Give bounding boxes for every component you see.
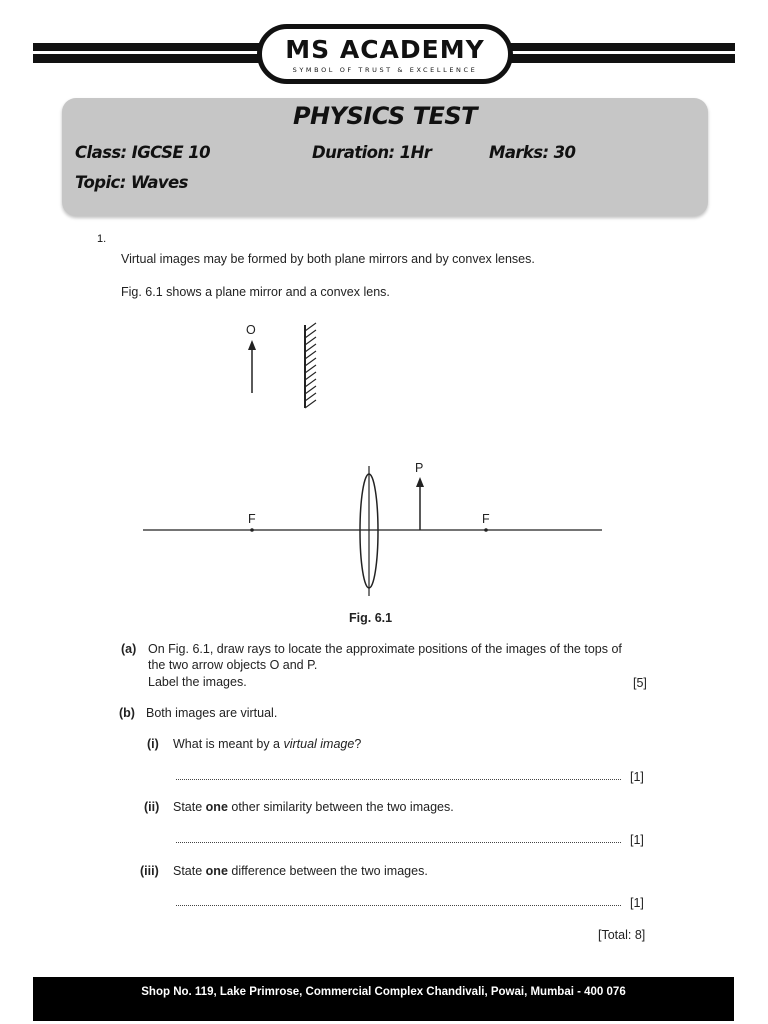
focal-point-left (250, 528, 254, 532)
label-o: O (246, 323, 256, 337)
part-b-i-text-2: ? (354, 737, 362, 751)
class-label: Class: IGCSE 10 (75, 143, 210, 162)
answer-line-iii[interactable] (176, 905, 621, 906)
part-b-ii-text-1: State (173, 800, 206, 814)
question-number: 1. (97, 233, 107, 245)
part-b-text: Both images are virtual. (146, 706, 278, 720)
footer-address: Shop No. 119, Lake Primrose, Commercial Complex Chandivali, Powai, Mumbai - 400 076 (141, 986, 626, 998)
marks-label: Marks: 30 (489, 143, 576, 162)
part-b-iii-text-1: State (173, 864, 206, 878)
part-a-line-3: Label the images. (148, 675, 247, 689)
part-b-iii-label: (iii) (140, 864, 159, 878)
label-p: P (415, 461, 424, 475)
total-marks: [Total: 8] (598, 928, 646, 942)
label-f-left: F (248, 512, 256, 526)
part-b-i-italic: virtual image (283, 737, 355, 751)
answer-line-i[interactable] (176, 779, 621, 780)
part-b-i-question (173, 737, 361, 751)
footer-bar (33, 977, 734, 1021)
part-a-line-2: the two arrow objects O and P. (148, 658, 318, 672)
duration-label: Duration: 1Hr (312, 143, 432, 162)
part-b-i-marks: [1] (630, 770, 644, 784)
part-b-i-label: (i) (147, 737, 159, 751)
part-b-ii-bold: one (205, 800, 228, 814)
label-f-right: F (482, 512, 490, 526)
part-b-ii-marks: [1] (630, 833, 644, 847)
brand-name: MS ACADEMY (285, 35, 485, 64)
intro-line-1: Virtual images may be formed by both plane mirrors and by convex lenses. (121, 252, 535, 266)
mirror-hatching (305, 323, 316, 408)
arrow-o-head (248, 340, 256, 350)
part-b-ii-question (173, 800, 454, 814)
test-title: PHYSICS TEST (292, 102, 478, 130)
part-b-iii-text-2: difference between the two images. (227, 864, 428, 878)
part-b-ii-text-2: other similarity between the two images. (227, 800, 454, 814)
mirror-diagram (246, 323, 316, 408)
intro-line-2: Fig. 6.1 shows a plane mirror and a convex lens. (121, 285, 390, 299)
lens-diagram (143, 461, 602, 596)
part-a-marks: [5] (633, 676, 647, 690)
figure-caption: Fig. 6.1 (349, 611, 393, 625)
brand-tagline: SYMBOL OF TRUST & EXCELLENCE (292, 66, 478, 74)
part-b-ii-label: (ii) (144, 800, 160, 814)
part-b-iii-bold: one (205, 864, 228, 878)
part-a-line-1: On Fig. 6.1, draw rays to locate the approximate positions of the images of the tops of (148, 642, 622, 656)
part-b-iii-question (173, 864, 428, 878)
part-b-label: (b) (119, 706, 135, 720)
focal-point-right (484, 528, 488, 532)
arrow-p-head (416, 477, 424, 487)
part-a-label: (a) (121, 642, 137, 656)
part-b-iii-marks: [1] (630, 896, 644, 910)
topic-label: Topic: Waves (75, 173, 188, 192)
answer-line-ii[interactable] (176, 842, 621, 843)
part-b-i-text-1: What is meant by a (173, 737, 284, 751)
